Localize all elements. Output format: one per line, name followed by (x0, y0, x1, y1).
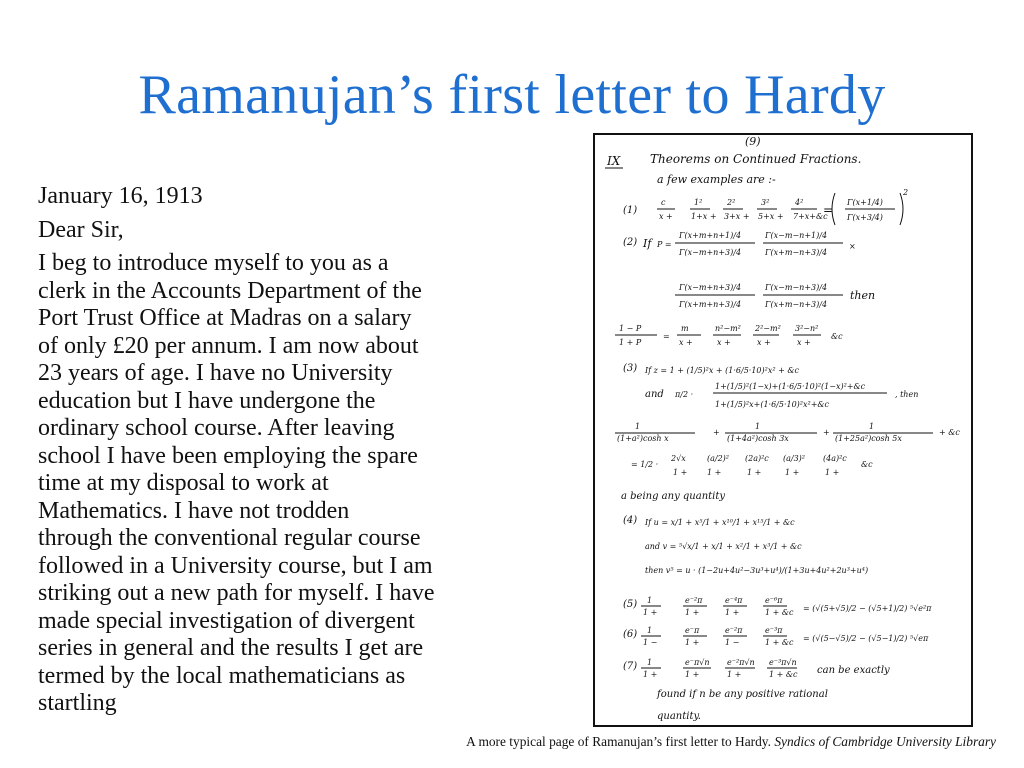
manuscript-word-if: If (643, 237, 652, 250)
svg-text:1+(1/5)²(1−x)+(1·6/5·10)²(1−x): 1+(1/5)²(1−x)+(1·6/5·10)²(1−x)²+&c (715, 382, 866, 391)
manuscript-section: IX (607, 154, 621, 168)
svg-text:1 + &c: 1 + &c (765, 638, 794, 647)
svg-text:1 +: 1 + (685, 670, 700, 679)
manuscript-item-label: (7) (623, 661, 638, 672)
svg-text:2: 2 (903, 188, 909, 197)
svg-text:1 +: 1 + (673, 468, 688, 477)
svg-text:1 − P: 1 − P (619, 324, 642, 333)
svg-text:3²−n²: 3²−n² (795, 324, 819, 333)
letter-line: striking out a new path for myself. I have (38, 580, 435, 606)
manuscript-item-label: (5) (623, 599, 638, 610)
svg-text:(a/3)²: (a/3)² (783, 454, 806, 463)
svg-text:1: 1 (647, 596, 653, 605)
svg-text:1: 1 (647, 626, 653, 635)
svg-text:Γ(x−m−n+3)/4: Γ(x−m−n+3)/4 (765, 283, 828, 292)
manuscript-item-label: (2) (623, 237, 638, 248)
letter-date: January 16, 1913 (38, 183, 203, 209)
svg-text:3+x +: 3+x + (724, 212, 750, 221)
svg-text:e⁻²π: e⁻²π (725, 626, 743, 635)
letter-line: Port Trust Office at Madras on a salary (38, 305, 412, 331)
svg-text:+ &c: + &c (939, 428, 960, 437)
svg-text:Γ(x−m+n+3)/4: Γ(x−m+n+3)/4 (679, 283, 742, 292)
svg-text:1: 1 (647, 658, 653, 667)
caption-credit: Syndics of Cambridge University Library (774, 734, 996, 749)
letter-line: education but I have undergone the (38, 387, 376, 414)
svg-text:π/2 ·: π/2 · (675, 390, 694, 399)
svg-text:e⁻²π: e⁻²π (685, 596, 703, 605)
svg-text:e⁻²π√n: e⁻²π√n (727, 658, 755, 667)
svg-text:x +: x + (679, 338, 693, 347)
svg-text:(4a)²c: (4a)²c (823, 454, 847, 463)
caption-text: A more typical page of Ramanujan’s first letter to Hardy. (466, 734, 771, 749)
svg-text:Γ(x+m−n+3)/4: Γ(x+m−n+3)/4 (765, 248, 828, 257)
manuscript-heading: Theorems on Continued Fractions. (650, 152, 862, 166)
image-caption (466, 734, 996, 750)
svg-text:1 +: 1 + (643, 608, 658, 617)
letter-line: made special investigation of divergent (38, 607, 415, 634)
svg-text:1 +: 1 + (825, 468, 840, 477)
letter-line: of only £20 per annum. I am now about (38, 332, 419, 359)
svg-text:(2a)²c: (2a)²c (745, 454, 769, 463)
svg-text:1 + P: 1 + P (619, 338, 642, 347)
svg-text:Γ(x+m−n+3)/4: Γ(x+m−n+3)/4 (765, 300, 828, 309)
letter-line: time at my disposal to work at (38, 470, 329, 496)
handwritten-formulas (595, 135, 971, 725)
svg-text:1+x +: 1+x + (691, 212, 717, 221)
letter-line: termed by the local mathematicians as (38, 662, 406, 689)
slide-title: Ramanujan’s first letter to Hardy (138, 64, 886, 126)
svg-text:x +: x + (797, 338, 811, 347)
svg-text:1 +: 1 + (785, 468, 800, 477)
manuscript-word-quantity: quantity. (657, 711, 701, 722)
svg-text:×: × (849, 242, 856, 251)
svg-text:4²: 4² (795, 198, 804, 207)
svg-text:1 +: 1 + (747, 468, 762, 477)
svg-text:1 + &c: 1 + &c (769, 670, 798, 679)
svg-text:e⁻π√n: e⁻π√n (685, 658, 710, 667)
manuscript-word-then: then (850, 289, 876, 302)
svg-text:If u = x/1 + x⁵/1 + x¹⁰/1 + x: If u = x/1 + x⁵/1 + x¹⁰/1 + x¹⁵/1 + &c (645, 518, 795, 527)
svg-text:e⁻⁴π: e⁻⁴π (725, 596, 743, 605)
svg-text:1 +: 1 + (727, 670, 742, 679)
svg-text:2√x: 2√x (671, 454, 686, 463)
letter-line: school I have been employing the spare (38, 442, 418, 469)
svg-text:3²: 3² (761, 198, 770, 207)
svg-text:1 +: 1 + (685, 638, 700, 647)
letter-line: 23 years of age. I have no University (38, 360, 393, 386)
svg-text:Γ(x+m+n+1)/4: Γ(x+m+n+1)/4 (679, 231, 742, 240)
manuscript-word-and: and (645, 389, 664, 400)
svg-text:Γ(x−m−n+1)/4: Γ(x−m−n+1)/4 (765, 231, 828, 240)
svg-text:1+(1/5)²x+(1·6/5·10)²x²+&c: 1+(1/5)²x+(1·6/5·10)²x²+&c (715, 400, 830, 409)
svg-text:= (√(5−√5)/2 − (√5−1)/2) ⁵√eπ: = (√(5−√5)/2 − (√5−1)/2) ⁵√eπ (803, 634, 929, 643)
svg-text:=: = (663, 332, 670, 341)
svg-text:(1+25a²)cosh 5x: (1+25a²)cosh 5x (835, 434, 902, 443)
letter-line: clerk in the Accounts Department of the (38, 277, 422, 304)
letter-line: ordinary school course. After leaving (38, 415, 395, 441)
manuscript-page-image (593, 133, 973, 727)
svg-text:1 + &c: 1 + &c (765, 608, 794, 617)
svg-text:1: 1 (635, 422, 641, 431)
svg-text:1 +: 1 + (685, 608, 700, 617)
svg-text:7+x+&c: 7+x+&c (793, 212, 828, 221)
manuscript-subheading: a few examples are :- (657, 173, 776, 186)
svg-text:1 +: 1 + (643, 670, 658, 679)
svg-text:2²−m²: 2²−m² (755, 324, 781, 333)
svg-text:x +: x + (757, 338, 771, 347)
svg-text:P =: P = (657, 240, 672, 249)
svg-text:then v⁵ = u · (1−2u+4u²−3u³+u⁴: then v⁵ = u · (1−2u+4u²−3u³+u⁴)/(1+3u+4u²+2u³+u⁴) (645, 566, 869, 575)
svg-text:2²: 2² (727, 198, 736, 207)
manuscript-item-label: (4) (623, 515, 638, 526)
svg-text:=: = (823, 203, 834, 217)
svg-text:x +: x + (659, 212, 673, 221)
svg-text:(1+4a²)cosh 3x: (1+4a²)cosh 3x (727, 434, 789, 443)
svg-text:e⁻³π√n: e⁻³π√n (769, 658, 797, 667)
svg-text:c: c (661, 198, 666, 207)
svg-text:Γ(x−m+n+3)/4: Γ(x−m+n+3)/4 (679, 248, 742, 257)
svg-text:e⁻π: e⁻π (685, 626, 700, 635)
svg-text:1 −: 1 − (725, 638, 740, 647)
svg-text:1: 1 (869, 422, 875, 431)
svg-text:x +: x + (717, 338, 731, 347)
svg-text:= 1/2 ·: = 1/2 · (631, 460, 659, 469)
manuscript-item-label: (1) (623, 205, 638, 216)
letter-line: followed in a University course, but I am (38, 552, 433, 579)
manuscript-word-a-being: a being any quantity (621, 491, 726, 502)
manuscript-page-number: (9) (745, 135, 761, 148)
letter-body (38, 250, 508, 718)
svg-text:(a/2)²: (a/2)² (707, 454, 730, 463)
svg-text:If z = 1 + (1/5)²x + (1·6/5·1: If z = 1 + (1/5)²x + (1·6/5·10)²x² + &c (645, 366, 799, 375)
letter-line: through the conventional regular course (38, 525, 421, 551)
svg-text:Γ(x+1/4): Γ(x+1/4) (847, 198, 883, 207)
letter-line: startling (38, 690, 117, 716)
svg-text:1 −: 1 − (643, 638, 658, 647)
svg-text:(1+a²)cosh x: (1+a²)cosh x (617, 434, 669, 443)
letter-line: series in general and the results I get are (38, 635, 424, 661)
svg-text:, then: , then (895, 390, 919, 399)
manuscript-word-found: found if n be any positive rational (657, 689, 828, 700)
svg-text:e⁻³π: e⁻³π (765, 626, 783, 635)
svg-text:+: + (823, 428, 830, 437)
manuscript-item-label: (3) (623, 363, 638, 374)
svg-text:m: m (681, 324, 689, 333)
svg-text:&c: &c (831, 332, 843, 341)
svg-text:1 +: 1 + (725, 608, 740, 617)
svg-text:5+x +: 5+x + (758, 212, 784, 221)
svg-text:1 +: 1 + (707, 468, 722, 477)
svg-text:+: + (713, 428, 720, 437)
svg-text:1: 1 (755, 422, 761, 431)
letter-salutation: Dear Sir, (38, 216, 124, 243)
svg-text:= (√(5+√5)/2 − (√5+1)/2) ⁵√e²π: = (√(5+√5)/2 − (√5+1)/2) ⁵√e²π (803, 604, 932, 613)
svg-text:&c: &c (861, 460, 873, 469)
svg-text:Γ(x+3/4): Γ(x+3/4) (847, 213, 883, 222)
svg-text:n²−m²: n²−m² (715, 324, 741, 333)
letter-line: Mathematics. I have not trodden (38, 497, 350, 524)
letter-line: I beg to introduce myself to you as a (38, 250, 389, 276)
svg-text:Γ(x+m+n+3)/4: Γ(x+m+n+3)/4 (679, 300, 742, 309)
letter-transcript (38, 183, 508, 718)
svg-text:and v = ⁵√x/1 + x/1 + x²/1 +: and v = ⁵√x/1 + x/1 + x²/1 + x³/1 + &c (645, 542, 802, 551)
manuscript-word-can-be: can be exactly (817, 665, 890, 676)
manuscript-item-label: (6) (623, 629, 638, 640)
svg-text:1²: 1² (694, 198, 703, 207)
svg-text:e⁻⁶π: e⁻⁶π (765, 596, 783, 605)
